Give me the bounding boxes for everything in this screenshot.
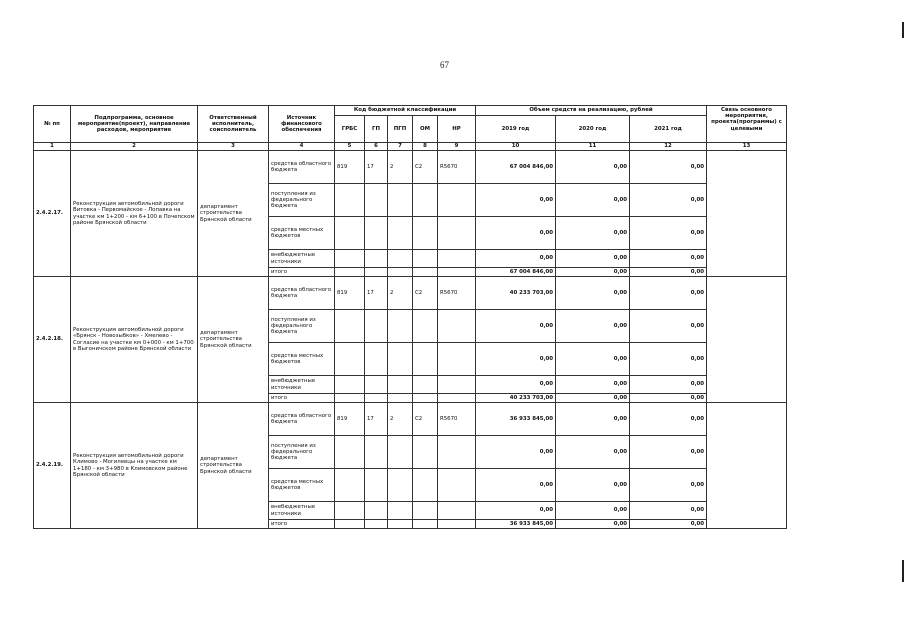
- item-number: 2.4.2.17.: [34, 151, 71, 277]
- code-om: С2: [413, 277, 438, 310]
- item-name: Реконструкция автомобильной дороги Витовка - Первомайское - Лопавка на участке км 1+200 - км 6+100 в Почепском районе Брянской области: [71, 151, 198, 277]
- code-gp: [365, 520, 388, 529]
- code-gp: [365, 184, 388, 217]
- item-executor: департамент строительства Брянской области: [198, 403, 269, 529]
- source-extra: внебюджетные источники: [269, 502, 335, 520]
- code-grbs: 819: [335, 151, 365, 184]
- source-extra: внебюджетные источники: [269, 250, 335, 268]
- amount-2019: 0,00: [476, 250, 556, 268]
- total-2021: 0,00: [630, 520, 707, 529]
- code-pgp: 2: [388, 277, 413, 310]
- amount-2020: 0,00: [556, 217, 630, 250]
- item-name: Реконструкция автомобильной дороги «Брянск - Новозыбков» - Хмелево - Согласие на участке км 0+000 - км 1+700 в Выгоничском районе Брянской области: [71, 277, 198, 403]
- code-om: [413, 217, 438, 250]
- item-executor: департамент строительства Брянской области: [198, 151, 269, 277]
- code-gp: [365, 217, 388, 250]
- amount-2019: 36 933 845,00: [476, 403, 556, 436]
- amount-2019: 0,00: [476, 469, 556, 502]
- code-pgp: [388, 310, 413, 343]
- code-gp: 17: [365, 277, 388, 310]
- header-nr: НР: [438, 116, 476, 143]
- code-pgp: [388, 184, 413, 217]
- amount-2021: 0,00: [630, 403, 707, 436]
- header-2021: 2021 год: [630, 116, 707, 143]
- total-2020: 0,00: [556, 394, 630, 403]
- amount-2019: 0,00: [476, 502, 556, 520]
- link-cell: [707, 403, 787, 529]
- source-extra: внебюджетные источники: [269, 376, 335, 394]
- code-gp: [365, 502, 388, 520]
- amount-2020: 0,00: [556, 184, 630, 217]
- code-om: С2: [413, 403, 438, 436]
- amount-2021: 0,00: [630, 151, 707, 184]
- code-pgp: [388, 394, 413, 403]
- code-nr: [438, 184, 476, 217]
- code-pgp: [388, 376, 413, 394]
- link-cell: [707, 151, 787, 277]
- amount-2021: 0,00: [630, 502, 707, 520]
- code-nr: [438, 217, 476, 250]
- total-2021: 0,00: [630, 394, 707, 403]
- source-total: итого: [269, 520, 335, 529]
- header-source: Источник финансового обеспечения: [269, 106, 335, 143]
- code-nr: [438, 376, 476, 394]
- code-om: [413, 469, 438, 502]
- code-grbs: 819: [335, 403, 365, 436]
- code-om: [413, 376, 438, 394]
- code-om: [413, 394, 438, 403]
- header-2019: 2019 год: [476, 116, 556, 143]
- amount-2019: 0,00: [476, 343, 556, 376]
- total-2019: 36 933 845,00: [476, 520, 556, 529]
- total-2019: 67 004 846,00: [476, 268, 556, 277]
- code-grbs: [335, 184, 365, 217]
- column-number: 13: [707, 143, 787, 151]
- link-cell: [707, 277, 787, 403]
- amount-2021: 0,00: [630, 217, 707, 250]
- code-gp: [365, 268, 388, 277]
- column-numbers-row: [34, 143, 787, 151]
- amount-2019: 0,00: [476, 217, 556, 250]
- column-number: 4: [269, 143, 335, 151]
- code-pgp: [388, 250, 413, 268]
- column-number: 3: [198, 143, 269, 151]
- code-om: [413, 520, 438, 529]
- amount-2019: 40 233 703,00: [476, 277, 556, 310]
- amount-2021: 0,00: [630, 277, 707, 310]
- amount-2021: 0,00: [630, 436, 707, 469]
- code-pgp: 2: [388, 151, 413, 184]
- amount-2020: 0,00: [556, 502, 630, 520]
- code-grbs: [335, 250, 365, 268]
- table-row: [34, 403, 787, 436]
- code-om: [413, 502, 438, 520]
- code-pgp: [388, 343, 413, 376]
- code-gp: [365, 394, 388, 403]
- code-nr: [438, 250, 476, 268]
- header-link: [707, 106, 787, 143]
- item-number: 2.4.2.19.: [34, 403, 71, 529]
- code-om: [413, 250, 438, 268]
- source-federal: поступления из федерального бюджета: [269, 184, 335, 217]
- code-grbs: [335, 436, 365, 469]
- amount-2021: 0,00: [630, 376, 707, 394]
- header-gp: ГП: [365, 116, 388, 143]
- code-gp: 17: [365, 403, 388, 436]
- header-2020: 2020 год: [556, 116, 630, 143]
- code-nr: R5670: [438, 277, 476, 310]
- header-link-text: Связь основного мероприятия, проекта(программы) с целевыми: [711, 107, 782, 132]
- code-gp: [365, 250, 388, 268]
- code-nr: [438, 436, 476, 469]
- code-grbs: [335, 469, 365, 502]
- code-nr: [438, 310, 476, 343]
- source-local: средства местных бюджетов: [269, 469, 335, 502]
- code-pgp: [388, 268, 413, 277]
- source-local: средства местных бюджетов: [269, 217, 335, 250]
- code-grbs: [335, 376, 365, 394]
- amount-2021: 0,00: [630, 343, 707, 376]
- amount-2019: 0,00: [476, 376, 556, 394]
- total-2021: 0,00: [630, 268, 707, 277]
- header-subprogram: Подпрограмма, основное мероприятие(проект), направление расходов, мероприятие: [71, 106, 198, 143]
- code-grbs: [335, 394, 365, 403]
- code-grbs: [335, 502, 365, 520]
- page-edge-mark: [902, 560, 904, 582]
- amount-2020: 0,00: [556, 277, 630, 310]
- amount-2019: 0,00: [476, 436, 556, 469]
- code-grbs: [335, 268, 365, 277]
- code-pgp: [388, 436, 413, 469]
- source-federal: поступления из федерального бюджета: [269, 436, 335, 469]
- item-executor: департамент строительства Брянской области: [198, 277, 269, 403]
- code-pgp: [388, 217, 413, 250]
- code-grbs: [335, 217, 365, 250]
- code-nr: [438, 343, 476, 376]
- table-row: [34, 151, 787, 184]
- page-number: 67: [440, 60, 449, 70]
- amount-2020: 0,00: [556, 343, 630, 376]
- header-om: ОМ: [413, 116, 438, 143]
- column-number: 1: [34, 143, 71, 151]
- header-budget-code: Код бюджетной классификации: [335, 106, 476, 116]
- column-number: 8: [413, 143, 438, 151]
- column-number: 10: [476, 143, 556, 151]
- source-regional: средства областного бюджета: [269, 403, 335, 436]
- code-om: [413, 343, 438, 376]
- column-number: 9: [438, 143, 476, 151]
- code-om: [413, 268, 438, 277]
- code-gp: [365, 376, 388, 394]
- code-nr: [438, 502, 476, 520]
- code-grbs: [335, 520, 365, 529]
- total-2019: 40 233 703,00: [476, 394, 556, 403]
- amount-2020: 0,00: [556, 151, 630, 184]
- source-regional: средства областного бюджета: [269, 277, 335, 310]
- total-2020: 0,00: [556, 520, 630, 529]
- code-om: [413, 310, 438, 343]
- column-number: 11: [556, 143, 630, 151]
- column-number: 5: [335, 143, 365, 151]
- source-total: итого: [269, 268, 335, 277]
- code-nr: R5670: [438, 403, 476, 436]
- amount-2021: 0,00: [630, 184, 707, 217]
- amount-2020: 0,00: [556, 403, 630, 436]
- item-number: 2.4.2.18.: [34, 277, 71, 403]
- amount-2019: 0,00: [476, 184, 556, 217]
- amount-2021: 0,00: [630, 469, 707, 502]
- code-gp: 17: [365, 151, 388, 184]
- header-npp: № пп: [34, 106, 71, 143]
- code-gp: [365, 343, 388, 376]
- table-row: [34, 277, 787, 310]
- header-volume: Объем средств на реализацию, рублей: [476, 106, 707, 116]
- page-edge-mark: [902, 22, 904, 38]
- code-grbs: [335, 310, 365, 343]
- column-number: 6: [365, 143, 388, 151]
- code-grbs: 819: [335, 277, 365, 310]
- code-nr: [438, 394, 476, 403]
- amount-2019: 67 004 846,00: [476, 151, 556, 184]
- amount-2020: 0,00: [556, 376, 630, 394]
- code-om: [413, 436, 438, 469]
- column-number: 7: [388, 143, 413, 151]
- code-om: С2: [413, 151, 438, 184]
- code-om: [413, 184, 438, 217]
- item-name: Реконструкция автомобильной дороги Климово - Могилевцы на участке км 1+180 - км 3+980 в Климовском районе Брянской области: [71, 403, 198, 529]
- amount-2019: 0,00: [476, 310, 556, 343]
- code-gp: [365, 310, 388, 343]
- source-regional: средства областного бюджета: [269, 151, 335, 184]
- budget-table: [33, 105, 787, 529]
- code-pgp: [388, 502, 413, 520]
- code-nr: [438, 520, 476, 529]
- code-gp: [365, 436, 388, 469]
- column-number: 12: [630, 143, 707, 151]
- code-nr: R5670: [438, 151, 476, 184]
- code-pgp: [388, 469, 413, 502]
- amount-2021: 0,00: [630, 310, 707, 343]
- header-pgp: ПГП: [388, 116, 413, 143]
- source-federal: поступления из федерального бюджета: [269, 310, 335, 343]
- header-executor: Ответственный исполнитель, соисполнитель: [198, 106, 269, 143]
- column-number: 2: [71, 143, 198, 151]
- code-pgp: [388, 520, 413, 529]
- amount-2020: 0,00: [556, 436, 630, 469]
- source-local: средства местных бюджетов: [269, 343, 335, 376]
- total-2020: 0,00: [556, 268, 630, 277]
- code-pgp: 2: [388, 403, 413, 436]
- header-grbs: ГРБС: [335, 116, 365, 143]
- amount-2020: 0,00: [556, 250, 630, 268]
- source-total: итого: [269, 394, 335, 403]
- amount-2021: 0,00: [630, 250, 707, 268]
- code-nr: [438, 469, 476, 502]
- code-nr: [438, 268, 476, 277]
- amount-2020: 0,00: [556, 310, 630, 343]
- code-grbs: [335, 343, 365, 376]
- amount-2020: 0,00: [556, 469, 630, 502]
- code-gp: [365, 469, 388, 502]
